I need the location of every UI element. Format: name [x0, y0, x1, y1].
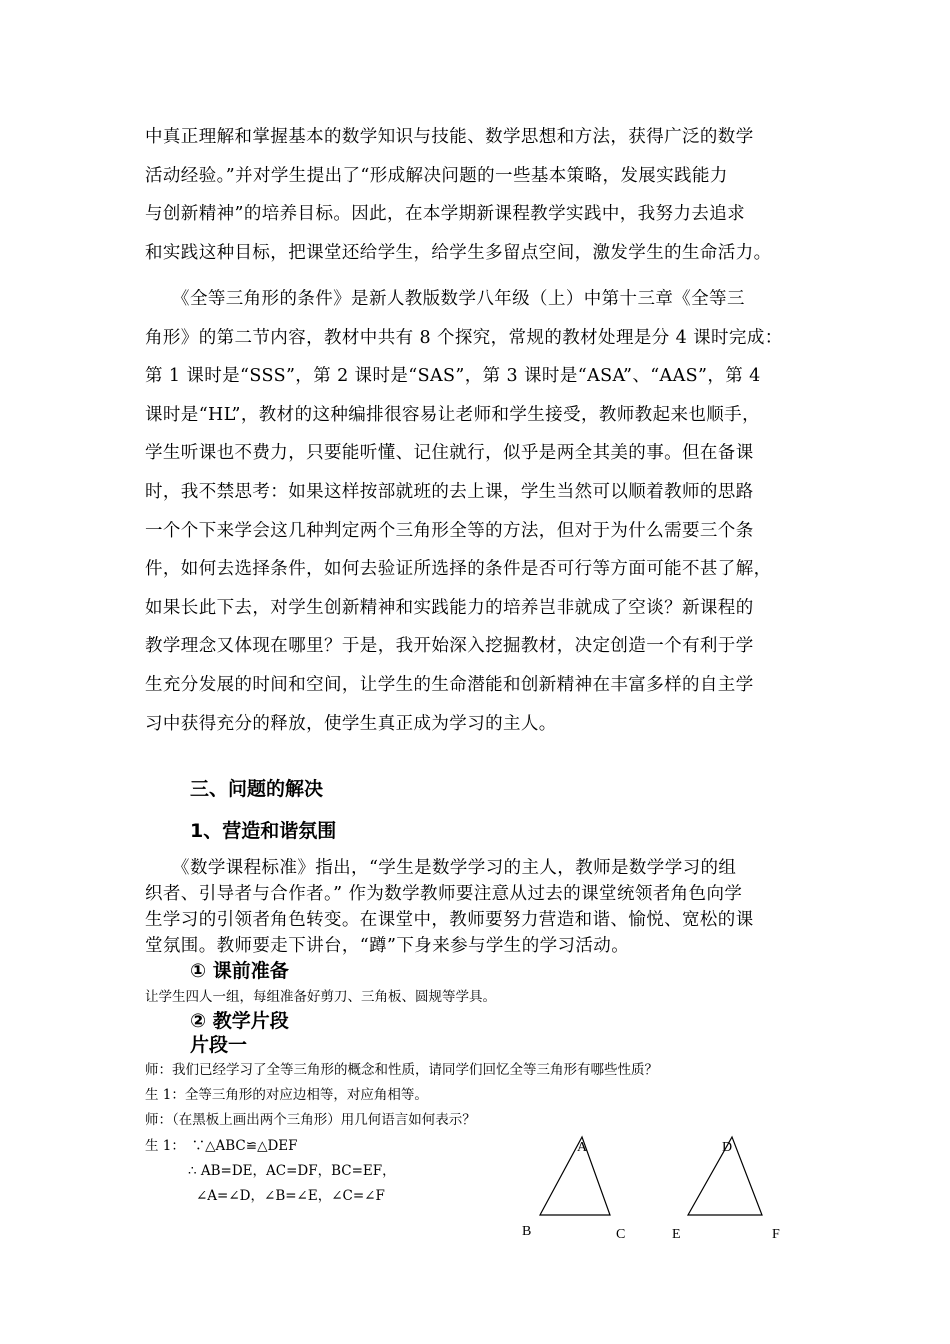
paragraph-line: 中真正理解和掌握基本的数学知识与技能、数学思想和方法，获得广泛的数学 [145, 127, 754, 147]
label-a: A [577, 1140, 588, 1155]
paragraph-line: 生学习的引领者角色转变。在课堂中，教师要努力营造和谐、愉悦、宽松的课 [145, 910, 754, 930]
label-b: B [522, 1224, 532, 1239]
paragraph-3 [145, 855, 815, 959]
prep-text: 让学生四人一组，每组准备好剪刀、三角板、圆规等学具。 [145, 989, 496, 1005]
paragraph-line: 一个个下来学会这几种判定两个三角形全等的方法，但对于为什么需要三个条 [145, 520, 754, 541]
paragraph-line: 角形》的第二节内容，教材中共有 8 个探究，常规的教材处理是分 4 课时完成： [145, 327, 783, 348]
paragraph-line: 《数学课程标准》指出，“学生是数学学习的主人，教师是数学学习的组 [145, 858, 737, 878]
paragraph-line: 如果长此下去，对学生创新精神和实践能力的培养岂非就成了空谈？新课程的 [145, 597, 754, 618]
dialogue-line: 师：我们已经学习了全等三角形的概念和性质，请同学们回忆全等三角形有哪些性质？ [145, 1062, 658, 1078]
dialogue-line: 师：（在黑板上画出两个三角形）用几何语言如何表示？ [145, 1112, 476, 1128]
dialogue-line: 生 1：全等三角形的对应边相等，对应角相等。 [145, 1087, 428, 1103]
dialogue-line: 生 1： ∵△ABC≌△DEF [145, 1138, 298, 1154]
paragraph-line: 教学理念又体现在哪里？于是，我开始深入挖掘教材，决定创造一个有利于学 [145, 636, 754, 657]
dialogue-line: ∠A=∠D，∠B=∠E，∠C=∠F [196, 1188, 385, 1204]
dialogue-line: ∴ AB=DE，AC=DF，BC=EF， [188, 1163, 396, 1179]
heading-piece-1: 片段一 [190, 1034, 248, 1056]
paragraph-line: 学生听课也不费力，只要能听懂、记住就行，似乎是两全其美的事。但在备课 [145, 443, 754, 464]
paragraph-line: 件，如何去选择条件，如何去验证所选择的条件是否可行等方面可能不甚了解， [145, 559, 772, 580]
heading-prep: ① 课前准备 [190, 960, 289, 982]
paragraph-line: 织者、引导者与合作者。” 作为数学教师要注意从过去的课堂统领者角色向学 [145, 884, 743, 904]
paragraph-line: 《全等三角形的条件》是新人教版数学八年级（上）中第十三章《全等三 [145, 289, 745, 309]
subsection-heading-1: 1、营造和谐氛围 [190, 820, 337, 842]
paragraph-line: 和实践这种目标，把课堂还给学生，给学生多留点空间，激发学生的生命活力。 [145, 242, 772, 263]
heading-segment: ② 教学片段 [190, 1010, 289, 1032]
paragraph-2 [145, 280, 815, 743]
section-heading-3: 三、问题的解决 [190, 778, 324, 800]
paragraph-line: 习中获得充分的释放，使学生真正成为学习的主人。 [145, 713, 557, 734]
triangle-abc [540, 1137, 610, 1215]
label-f: F [772, 1227, 780, 1242]
paragraph-line: 时，我不禁思考：如果这样按部就班的去上课，学生当然可以顺着教师的思路 [145, 481, 754, 502]
paragraph-line: 课时是“HL”，教材的这种编排很容易让老师和学生接受，教师教起来也顺手， [145, 404, 760, 425]
paragraph-line: 活动经验。”并对学生提出了“形成解决问题的一些基本策略，发展实践能力 [145, 165, 728, 186]
paragraph-line: 堂氛围。教师要走下讲台，“蹲”下身来参与学生的学习活动。 [145, 936, 630, 956]
label-c: C [616, 1227, 626, 1242]
paragraph-line: 第 1 课时是“SSS”，第 2 课时是“SAS”，第 3 课时是“ASA”、“AAS”，第 4 [145, 366, 761, 387]
label-e: E [672, 1227, 681, 1242]
paragraph-line: 生充分发展的时间和空间，让学生的生命潜能和创新精神在丰富多样的自主学 [145, 674, 754, 695]
triangles-figure [510, 1125, 810, 1255]
paragraph-1 [145, 118, 815, 272]
paragraph-line: 与创新精神”的培养目标。因此，在本学期新课程教学实践中，我努力去追求 [145, 204, 746, 225]
label-d: D [722, 1140, 733, 1155]
